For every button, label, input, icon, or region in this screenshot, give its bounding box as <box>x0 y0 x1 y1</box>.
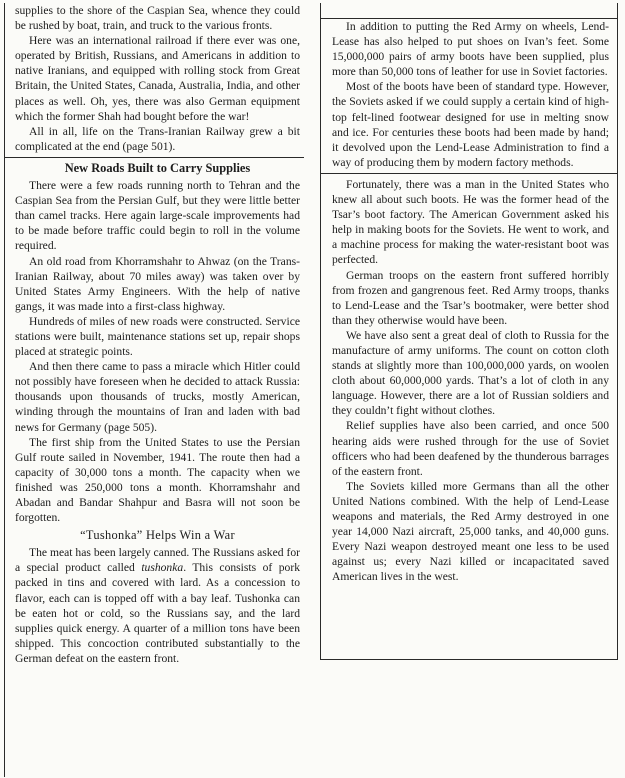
right-column-border-top <box>320 3 618 19</box>
paragraph-text: The meat has been largely canned. The Russians asked for a special product called <box>15 546 300 575</box>
paragraph: All in all, life on the Trans-Iranian Railway grew a bit complicated at the end (page 501). <box>15 124 300 153</box>
paragraph: Fortunately, there was a man in the United States who knew all about such boots. He was the former head of the Tsar’s boot factory. The American Government asked his help in making boots for the Soviets. He went to work, and a machine process for making the water-resistant boot was perfected. <box>332 177 609 267</box>
section-heading: New Roads Built to Carry Supplies <box>64 160 251 175</box>
paragraph: In addition to putting the Red Army on wheels, Lend-Lease has also helped to put shoes on Ivan’s feet. Some 15,000,000 pairs of army boots have been supplied, plus more than 50,000 tons of leather for use in Soviet factories. <box>332 20 609 79</box>
left-column <box>4 3 304 777</box>
emphasized-term: tushonka <box>141 561 184 575</box>
paragraph: Relief supplies have also been carried, and once 500 hearing aids were rushed through for the use of Soviet officers who had been deafened by the thunderous barrages of the eastern front. <box>332 419 609 478</box>
paragraph: Most of the boots have been of standard type. However, the Soviets asked if we could supply a certain kind of high-top felt-lined footwear designed for use in melting snow and ice. For centuries these boots had been made by hand; it devolved upon the Lend-Lease Administration to find a way of producing them by modern factory methods. <box>332 80 609 169</box>
paragraph: German troops on the eastern front suffered horribly from frozen and gangrenous feet. Red Army troops, thanks to Lend-Lease and the Tsar’s bootmaker, were better shod than they otherwise would have been. <box>332 268 609 327</box>
paragraph: And then there came to pass a miracle which Hitler could not possibly have foreseen when he decided to attack Russia: thousands upon thousands of trucks, mostly American, winding through the mountains of Iran and laden with bad news for Germany (page 505). <box>15 360 300 434</box>
paragraph: The first ship from the United States to use the Persian Gulf route sailed in November, 1941. The route then had a capacity of 30,000 tons a month. The capacity when we finished was 250,000 tons a month. Khorramshahr and Abadan and Bandar Shahpur and Basra will not soon be forgotten. <box>15 435 300 525</box>
section-divider <box>321 173 617 174</box>
paragraph: We have also sent a great deal of cloth to Russia for the manufacture of army uniforms. The count on cotton cloth stands at slightly more than 100,000,000 yards, on woolen cloth about 60,000,000 yards. That’s a lot of cloth in any language. However, there are a lot of Russian soldiers and they couldn’t fight without clothes. <box>332 328 609 418</box>
paragraph: supplies to the shore of the Caspian Sea, whence they could be rushed by boat, train, and truck to the various fronts. <box>15 4 300 33</box>
paragraph: There were a few roads running north to Tehran and the Caspian Sea from the Persian Gulf, but they were little better than camel tracks. Here again large-scale improvements had to be made before traffic could begin to roll in the volume required. <box>15 179 300 253</box>
paragraph-text: . This consists of pork packed in tins and covered with lard. As a concession to flavor, each can is topped off with a bay leaf. Tushonka can be eaten hot or cold, so the Russians say, and the lard supplies quick energy. A quarter of a million tons have been shipped. This concoction contributed substantially to the German defeat on the eastern front. <box>15 561 300 665</box>
section-heading: “Tushonka” Helps Win a War <box>80 528 235 543</box>
paragraph: Hundreds of miles of new roads were constructed. Service stations were built, maintenance stations set up, repair shops placed at strategic points. <box>15 314 300 359</box>
right-column <box>320 18 618 660</box>
paragraph: Here was an international railroad if there ever was one, operated by British, Russians, and Americans in addition to native Iranians, and equipped with rolling stock from Great Britain, the United States, Canada, Australia, India, and other places as well. Oh, yes, there was also German equipment which the former Shah had bought before the war! <box>15 34 300 123</box>
paragraph <box>15 545 300 666</box>
paragraph: The Soviets killed more Germans than all the other United Nations combined. With the help of Lend-Lease weapons and materials, the Red Army destroyed in one year 14,000 Nazi aircraft, 25,000 tanks, and 40,000 guns. Every Nazi weapon destroyed meant one less to be used against us; every Nazi killed or incapacitated saved American lives in the west. <box>332 479 609 584</box>
section-divider <box>5 157 304 158</box>
paragraph: An old road from Khorramshahr to Ahwaz (on the Trans-Iranian Railway, about 70 miles away) was taken over by United States Army Engineers. With the help of native gangs, it was made into a first-class highway. <box>15 254 300 313</box>
